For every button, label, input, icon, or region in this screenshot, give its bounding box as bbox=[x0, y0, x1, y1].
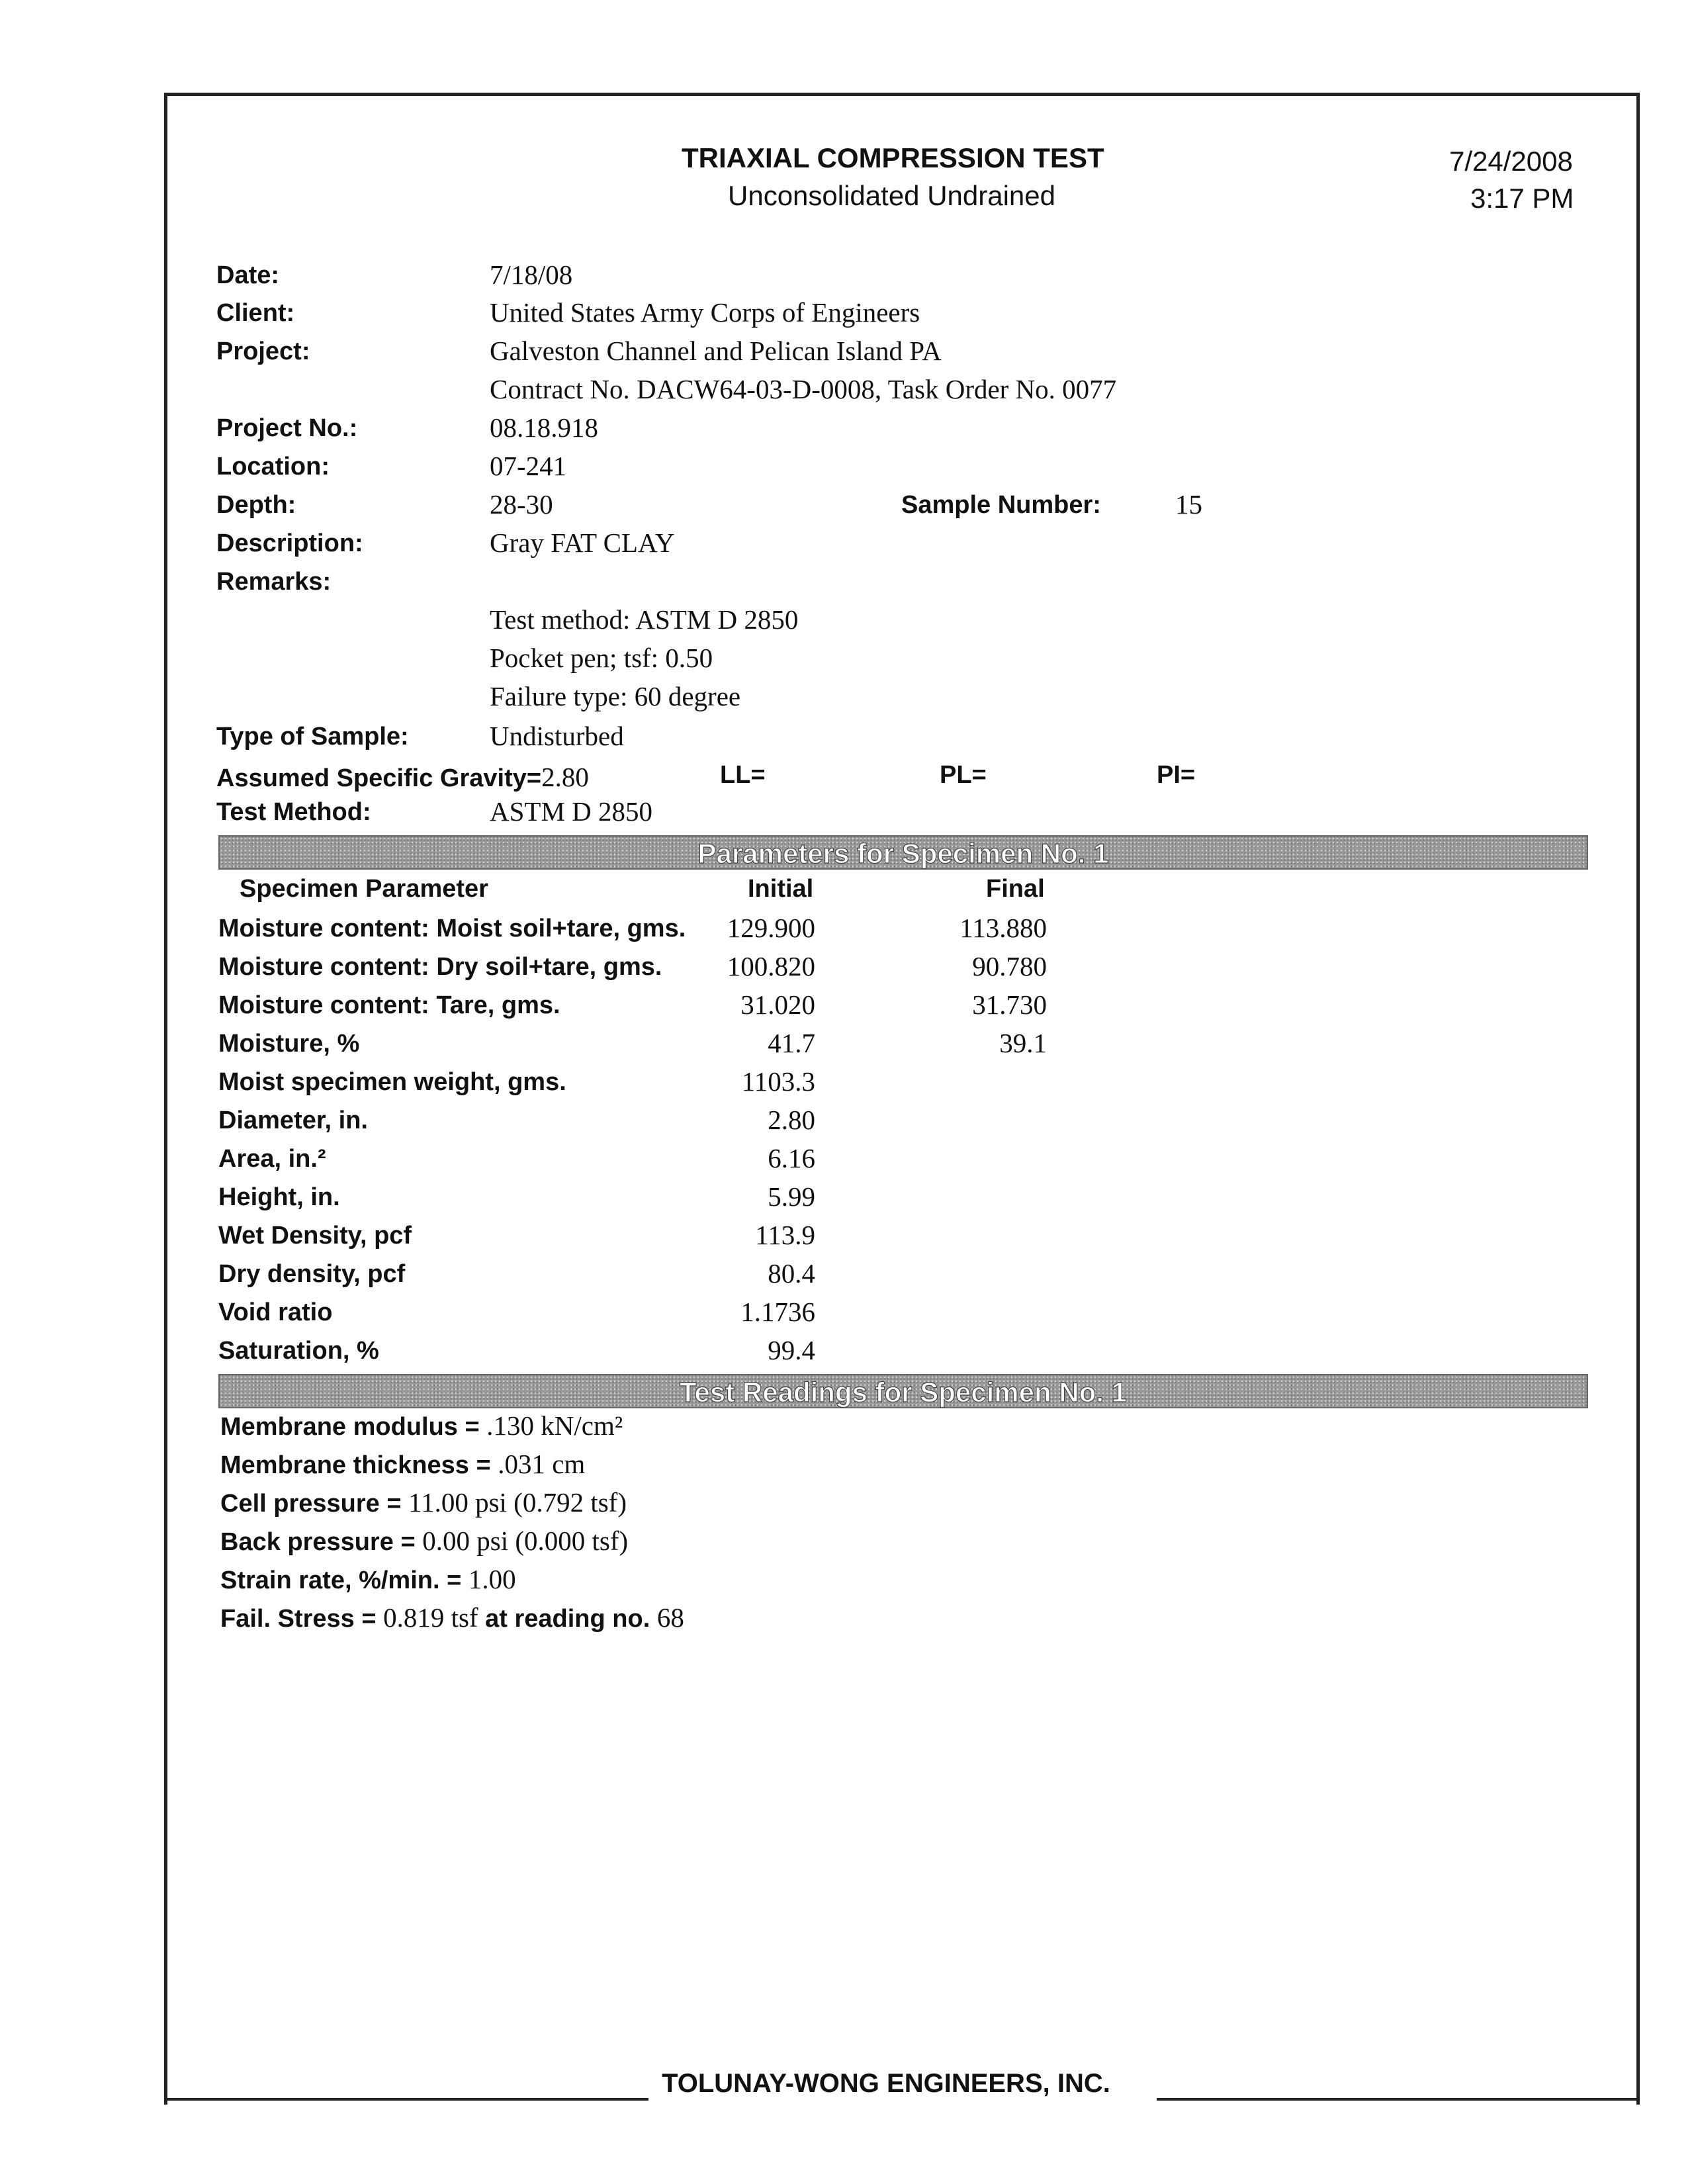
reading-value: 0.819 tsf bbox=[383, 1602, 478, 1633]
report-subtitle: Unconsolidated Undrained bbox=[728, 180, 1055, 211]
ll-label: LL= bbox=[720, 761, 766, 789]
param-label: Diameter, in. bbox=[218, 1107, 368, 1134]
print-time: 3:17 PM bbox=[1470, 183, 1574, 214]
reading-row bbox=[220, 1486, 627, 1518]
reading-row bbox=[220, 1448, 585, 1480]
col-header-final: Final bbox=[986, 875, 1045, 903]
type-of-sample-value: Undisturbed bbox=[490, 721, 624, 751]
reading-label: Cell pressure = bbox=[220, 1490, 409, 1518]
reading-value: 0.00 psi (0.000 tsf) bbox=[422, 1525, 629, 1556]
param-initial-value: 1103.3 bbox=[741, 1066, 815, 1097]
client-label: Client: bbox=[216, 299, 295, 327]
param-initial-value: 113.9 bbox=[755, 1220, 815, 1250]
specific-gravity-text: Assumed Specific Gravity= bbox=[216, 764, 542, 792]
remarks-label: Remarks: bbox=[216, 568, 332, 596]
col-header-initial: Initial bbox=[748, 875, 814, 903]
reading-label: Membrane modulus = bbox=[220, 1413, 487, 1441]
test-method-value: ASTM D 2850 bbox=[490, 796, 653, 827]
param-initial-value: 1.1736 bbox=[740, 1297, 815, 1327]
reading-label: Back pressure = bbox=[220, 1528, 423, 1556]
remark-line: Pocket pen; tsf: 0.50 bbox=[490, 643, 713, 673]
reading-value: 1.00 bbox=[468, 1564, 516, 1594]
project-no-value: 08.18.918 bbox=[490, 412, 598, 443]
pl-label: PL= bbox=[940, 761, 987, 789]
param-label: Saturation, % bbox=[218, 1337, 379, 1365]
print-date: 7/24/2008 bbox=[1449, 146, 1573, 177]
param-initial-value: 100.820 bbox=[727, 951, 815, 981]
param-label: Area, in.² bbox=[218, 1145, 326, 1173]
description-label: Description: bbox=[216, 529, 363, 557]
location-value: 07-241 bbox=[490, 451, 567, 481]
param-initial-value: 5.99 bbox=[768, 1181, 815, 1212]
param-initial-value: 99.4 bbox=[768, 1335, 815, 1365]
param-label: Height, in. bbox=[218, 1183, 340, 1211]
type-of-sample-label: Type of Sample: bbox=[216, 723, 409, 751]
date-value: 7/18/08 bbox=[490, 259, 573, 290]
footer-rule-left bbox=[164, 2098, 648, 2101]
reading-value: .031 cm bbox=[498, 1449, 586, 1479]
param-initial-value: 31.020 bbox=[740, 989, 815, 1020]
specific-gravity-value: 2.80 bbox=[541, 762, 589, 792]
date-label: Date: bbox=[216, 261, 280, 289]
sample-number-value: 15 bbox=[1175, 489, 1202, 520]
reading-row bbox=[220, 1602, 684, 1633]
param-initial-value: 129.900 bbox=[727, 913, 815, 943]
remark-line: Failure type: 60 degree bbox=[490, 681, 741, 711]
client-value: United States Army Corps of Engineers bbox=[490, 297, 920, 328]
reading-suffix-value: 68 bbox=[656, 1602, 684, 1633]
project-no-label: Project No.: bbox=[216, 414, 358, 442]
specific-gravity-label bbox=[216, 761, 589, 793]
parameters-band bbox=[218, 835, 1588, 870]
param-initial-value: 41.7 bbox=[768, 1028, 815, 1058]
reading-label: Strain rate, %/min. = bbox=[220, 1567, 468, 1594]
param-initial-value: 2.80 bbox=[768, 1105, 815, 1135]
project-value-line1: Galveston Channel and Pelican Island PA bbox=[490, 336, 942, 366]
param-label: Moist specimen weight, gms. bbox=[218, 1068, 566, 1096]
location-label: Location: bbox=[216, 453, 330, 480]
col-header-parameter: Specimen Parameter bbox=[240, 875, 488, 903]
pi-label: PI= bbox=[1157, 761, 1196, 789]
reading-row bbox=[220, 1410, 623, 1441]
sample-number-label: Sample Number: bbox=[901, 491, 1101, 519]
project-value-line2: Contract No. DACW64-03-D-0008, Task Order No. 0077 bbox=[490, 374, 1117, 404]
param-initial-value: 80.4 bbox=[768, 1258, 815, 1289]
remark-line: Test method: ASTM D 2850 bbox=[490, 604, 799, 635]
depth-value: 28-30 bbox=[490, 489, 553, 520]
param-initial-value: 6.16 bbox=[768, 1143, 815, 1173]
reading-label: Fail. Stress = bbox=[220, 1605, 384, 1633]
param-label: Dry density, pcf bbox=[218, 1260, 406, 1288]
reading-row bbox=[220, 1525, 628, 1557]
reading-value: .130 kN/cm² bbox=[486, 1410, 623, 1441]
param-final-value: 90.780 bbox=[972, 951, 1047, 981]
param-label: Void ratio bbox=[218, 1298, 333, 1326]
project-label: Project: bbox=[216, 338, 310, 365]
reading-value: 11.00 psi (0.792 tsf) bbox=[408, 1487, 627, 1518]
param-final-value: 31.730 bbox=[972, 989, 1047, 1020]
param-label: Moisture, % bbox=[218, 1030, 360, 1058]
param-label: Moisture content: Moist soil+tare, gms. bbox=[218, 915, 686, 942]
readings-band-title: Test Readings for Specimen No. 1 bbox=[679, 1377, 1128, 1408]
reading-suffix-label: at reading no. bbox=[478, 1605, 657, 1633]
footer-rule-right bbox=[1157, 2098, 1640, 2101]
reading-label: Membrane thickness = bbox=[220, 1451, 498, 1479]
param-label: Moisture content: Dry soil+tare, gms. bbox=[218, 953, 662, 981]
company-name: TOLUNAY-WONG ENGINEERS, INC. bbox=[662, 2069, 1110, 2098]
test-method-label: Test Method: bbox=[216, 798, 371, 826]
depth-label: Depth: bbox=[216, 491, 296, 519]
param-label: Wet Density, pcf bbox=[218, 1222, 412, 1250]
description-value: Gray FAT CLAY bbox=[490, 527, 675, 558]
readings-band bbox=[218, 1374, 1588, 1408]
reading-row bbox=[220, 1563, 516, 1595]
param-final-value: 113.880 bbox=[959, 913, 1047, 943]
report-title: TRIAXIAL COMPRESSION TEST bbox=[682, 142, 1104, 173]
param-final-value: 39.1 bbox=[999, 1028, 1047, 1058]
parameters-band-title: Parameters for Specimen No. 1 bbox=[697, 838, 1109, 869]
param-label: Moisture content: Tare, gms. bbox=[218, 991, 560, 1019]
